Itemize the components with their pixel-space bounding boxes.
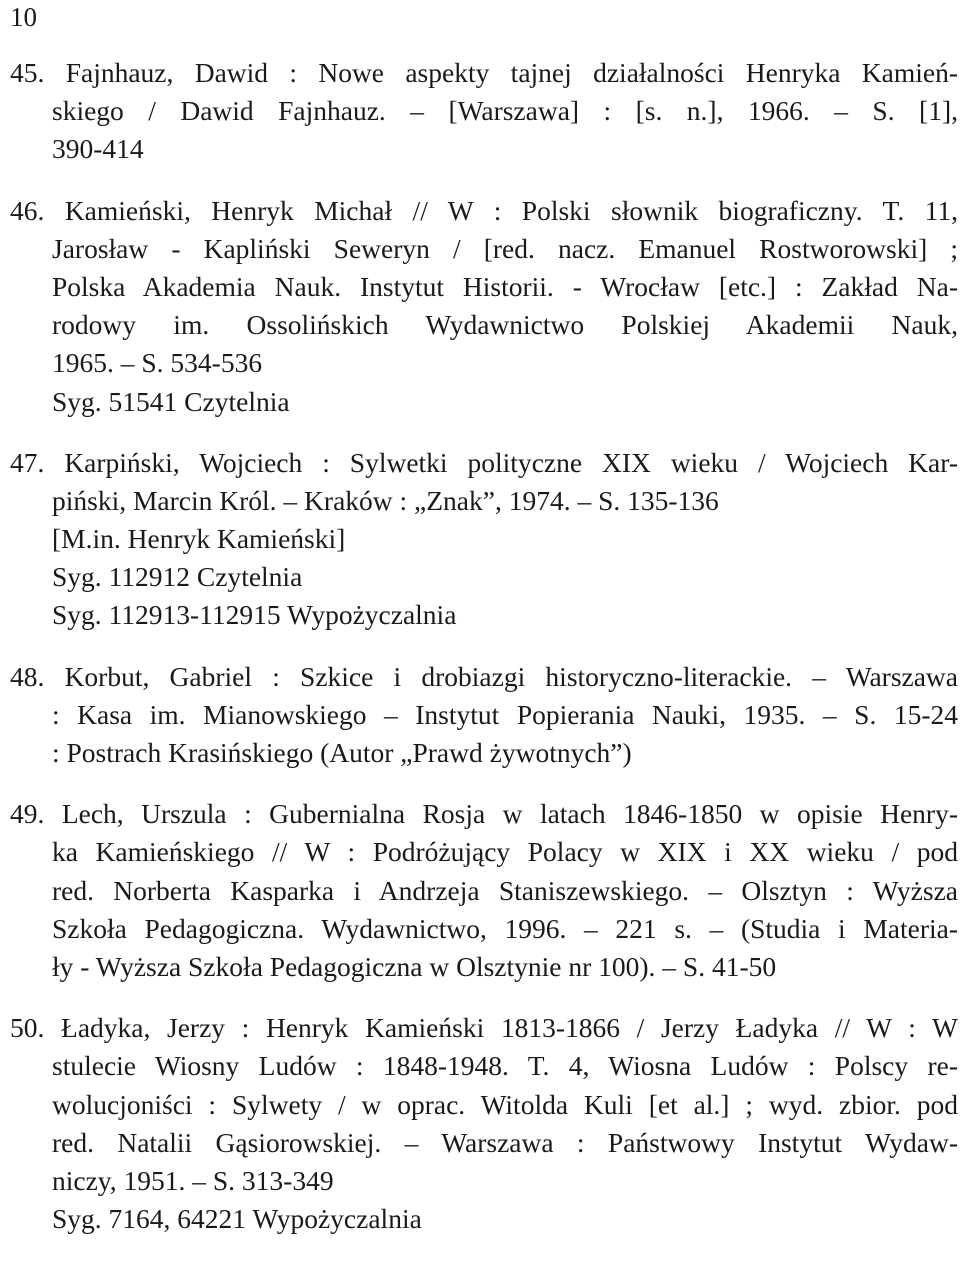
shelf-mark: Syg. 51541 Czytelnia xyxy=(52,385,290,417)
entry-line: 49. Lech, Urszula : Gubernialna Rosja w latach 1846-1850 w opisie Henry- xyxy=(10,798,958,830)
entry-line: niczy, 1951. – S. 313-349 xyxy=(52,1164,334,1196)
entry-note: [M.in. Henryk Kamieński] xyxy=(52,523,346,555)
entry-line: Szkoła Pedagogiczna. Wydawnictwo, 1996. – 221 s. – (Studia i Materia- xyxy=(52,912,958,944)
entry-line: red. Natalii Gąsiorowskiej. – Warszawa : Państwowy Instytut Wydaw- xyxy=(52,1126,958,1158)
entry-line: 48. Korbut, Gabriel : Szkice i drobiazgi historyczno-literackie. – Warszawa xyxy=(10,660,958,692)
entry-line: 1965. – S. 534-536 xyxy=(52,347,263,379)
bibliography-entry-50 xyxy=(10,1009,958,1238)
entry-line: ka Kamieńskiego // W : Podróżujący Polacy w XIX i XX wieku / pod xyxy=(52,836,958,868)
shelf-mark: Syg. 7164, 64221 Wypożyczalnia xyxy=(52,1203,422,1235)
entry-line: rodowy im. Ossolińskich Wydawnictwo Polskiej Akademii Nauk, xyxy=(52,309,958,341)
bibliography-entry-48 xyxy=(10,658,958,773)
entry-line: piński, Marcin Król. – Kraków : „Znak”, 1974. – S. 135-136 xyxy=(52,484,719,516)
bibliography-entry-49 xyxy=(10,795,958,986)
entry-line: 47. Karpiński, Wojciech : Sylwetki polityczne XIX wieku / Wojciech Kar- xyxy=(10,446,958,478)
shelf-mark: Syg. 112912 Czytelnia xyxy=(52,561,303,593)
entry-line: 45. Fajnhauz, Dawid : Nowe aspekty tajnej działalności Henryka Kamień- xyxy=(10,57,958,88)
entry-line: : Kasa im. Mianowskiego – Instytut Popierania Nauki, 1935. – S. 15-24 xyxy=(52,698,958,730)
page-number: 10 xyxy=(10,2,37,32)
bibliography-entry-45 xyxy=(10,54,958,169)
entry-line: ły - Wyższa Szkoła Pedagogiczna w Olsztynie nr 100). – S. 41-50 xyxy=(52,950,777,982)
entry-line: 46. Kamieński, Henryk Michał // W : Polski słownik biograficzny. T. 11, xyxy=(10,194,958,226)
entry-line: Polska Akademia Nauk. Instytut Historii. - Wrocław [etc.] : Zakład Na- xyxy=(52,270,958,302)
entry-line: stulecie Wiosny Ludów : 1848-1948. T. 4, Wiosna Ludów : Polscy re- xyxy=(52,1050,958,1082)
entry-line: skiego / Dawid Fajnhauz. – [Warszawa] : [s. n.], 1966. – S. [1], xyxy=(52,95,958,127)
bibliography-entry-47 xyxy=(10,444,958,635)
entry-line: 390-414 xyxy=(52,133,144,165)
entry-line: Jarosław - Kapliński Seweryn / [red. nacz. Emanuel Rostworowski] ; xyxy=(52,232,958,264)
entry-line: wolucjoniści : Sylwety / w oprac. Witolda Kuli [et al.] ; wyd. zbior. pod xyxy=(52,1088,958,1120)
shelf-mark: Syg. 112913-112915 Wypożyczalnia xyxy=(52,599,457,631)
bibliography-entry-46 xyxy=(10,192,958,421)
entry-line: : Postrach Krasińskiego (Autor „Prawd żywotnych”) xyxy=(52,737,632,768)
entry-line: red. Norberta Kasparka i Andrzeja Staniszewskiego. – Olsztyn : Wyższa xyxy=(52,874,958,906)
bibliography-list xyxy=(10,54,958,1261)
entry-line: 50. Ładyka, Jerzy : Henryk Kamieński 1813-1866 / Jerzy Ładyka // W : W xyxy=(10,1012,958,1044)
